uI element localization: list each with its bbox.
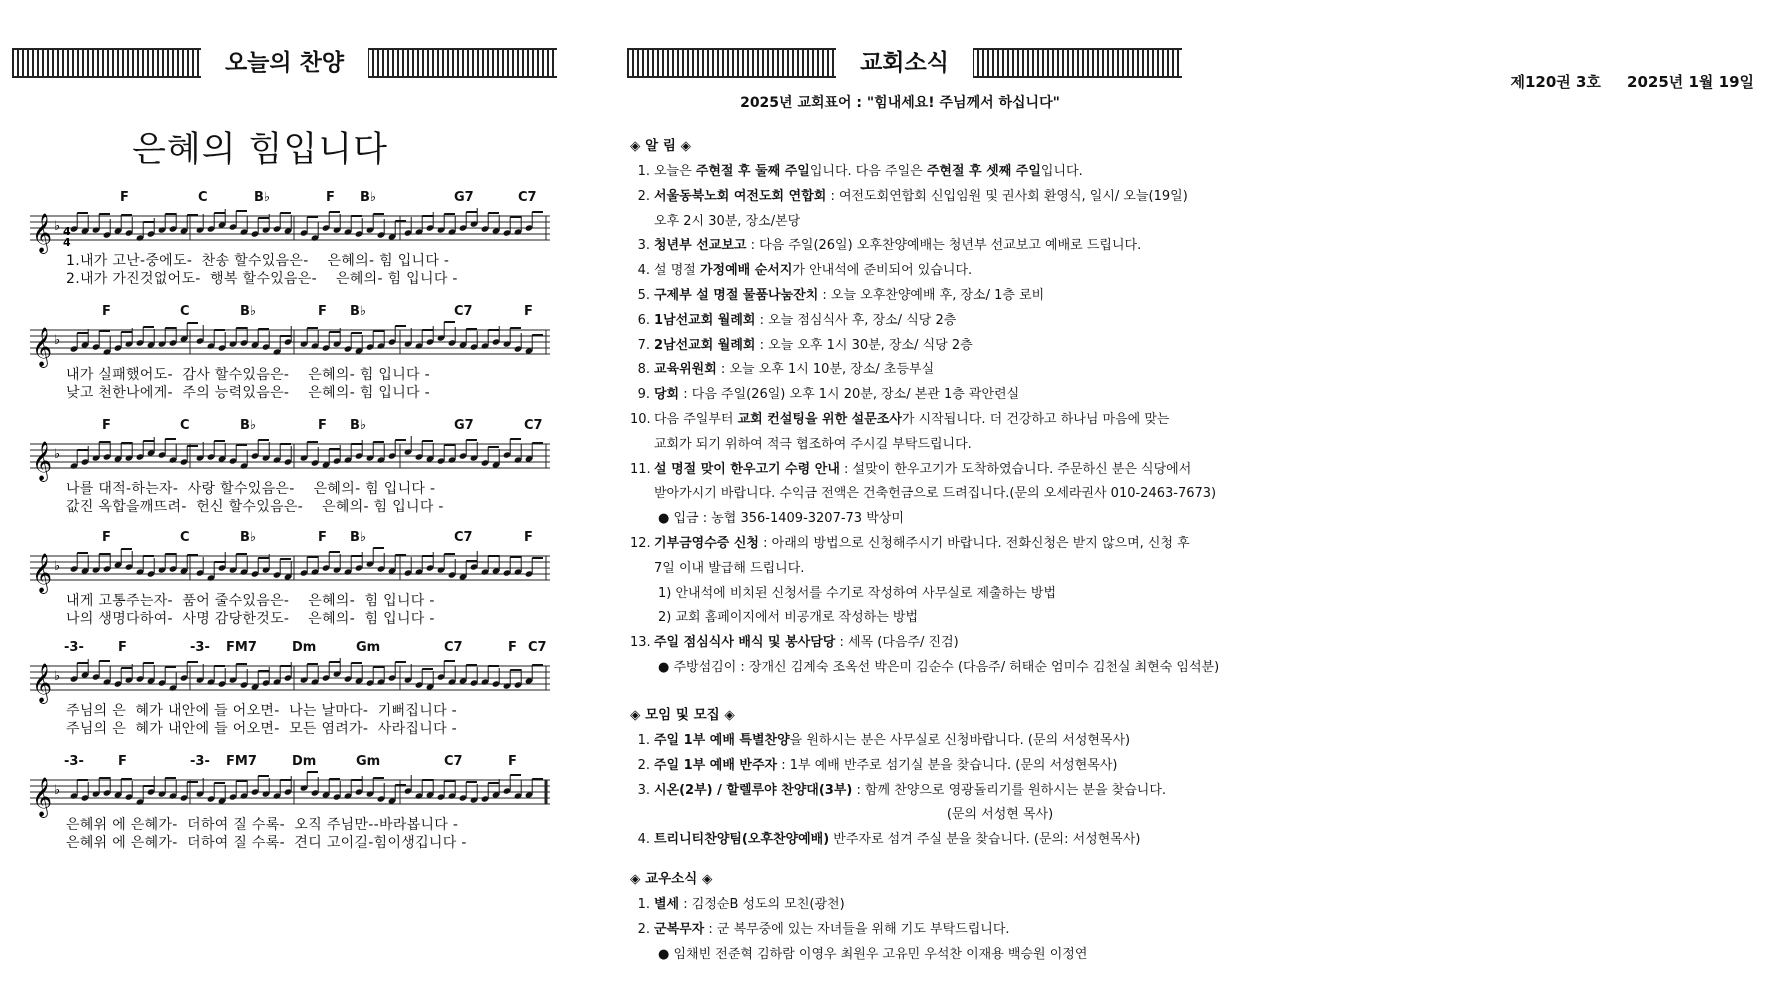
news-item: [630, 234, 1190, 259]
lyric-line: 주님의 은 혜가 내안에 들 어오면- 나는 날마다- 기뻐집니다 -: [66, 703, 458, 719]
item-number: 9.: [637, 387, 650, 403]
treble-clef-icon: 𝄞: [32, 663, 53, 703]
item-text: : 오늘 오후 1시 30분, 장소/ 식당 2층: [755, 337, 973, 353]
lyric-line: 은혜위 에 은혜가- 더하여 질 수록- 오직 주님만--바라봅니다 -: [66, 817, 459, 833]
item-keyword: 2남선교회 월례회: [654, 337, 756, 353]
item-number: 10.: [630, 411, 651, 427]
item-number: 5.: [637, 287, 650, 303]
time-signature: 4: [63, 225, 71, 238]
item-number: 1.: [637, 733, 650, 748]
chord-symbol: F: [524, 304, 533, 319]
item-continuation: 7일 이내 발급해 드립니다.: [654, 560, 805, 576]
chord-symbol: C7: [528, 640, 547, 655]
item-text: 입니다.: [1040, 164, 1083, 179]
item-subline: ● 임채빈 전준혁 김하람 이영우 최원우 고유민 우석찬 이재용 백승원 이정연: [658, 946, 1088, 962]
music-system: [30, 190, 550, 286]
item-keyword: 설 명절 맞이 한우고기 수령 안내: [654, 461, 840, 477]
key-flat-icon: ♭: [54, 669, 61, 684]
chord-symbol: C7: [454, 304, 473, 319]
item-keyword: 주일 점심식사 배식 및 봉사담당: [654, 635, 836, 651]
chord-symbol: C: [180, 304, 190, 319]
item-subline: ● 입금 : 농협 356-1409-3207-73 박상미: [658, 511, 904, 527]
chord-symbol: F: [118, 640, 127, 655]
announcements-section: [630, 134, 1220, 681]
item-keyword: 주일 1부 예배 반주자: [654, 757, 778, 773]
news-item: [630, 779, 1190, 804]
treble-clef-icon: 𝄞: [32, 777, 53, 817]
item-number: 7.: [637, 337, 650, 353]
news-item: [630, 532, 1190, 557]
treble-clef-icon: 𝄞: [32, 327, 53, 367]
item-text: : 오늘 점심식사 후, 장소/ 식당 2층: [755, 312, 957, 328]
item-text: : 군 복무중에 있는 자녀들을 위해 기도 부탁드립니다.: [704, 921, 1010, 937]
lyric-line: 낮고 천한나에게- 주의 능력있음은- 은혜의- 힘 입니다 -: [66, 385, 430, 401]
item-text: : 설맞이 한우고기가 도착하였습니다. 주문하신 분은 식당에서: [839, 461, 1192, 477]
chord-symbol: F: [524, 530, 533, 545]
item-number: 13.: [630, 635, 651, 651]
lyric-line: 나를 대적-하는자- 사랑 할수있음은- 은혜의- 힘 입니다 -: [66, 481, 436, 497]
chord-symbol: -3-: [190, 754, 210, 769]
music-system: [30, 530, 550, 626]
item-text: : 아래의 방법으로 신청해주시기 바랍니다. 전화신청은 받지 않으며, 신청 후: [759, 535, 1190, 551]
lyric-line: 은혜위 에 은혜가- 더하여 질 수록- 견디 고이길-힘이생깁니다 -: [66, 835, 467, 851]
item-keyword: 구제부 설 명절 물품나눔잔치: [654, 287, 819, 303]
chord-symbol: F: [102, 530, 111, 545]
news-item: [630, 754, 1190, 779]
chord-symbol: C7: [518, 190, 537, 205]
issue-volume: 제120권 3호: [1510, 73, 1601, 91]
key-flat-icon: ♭: [54, 447, 61, 462]
chord-symbol: B♭: [350, 304, 367, 319]
time-signature: 4: [63, 236, 71, 249]
lyric-line: 2.내가 가진것없어도- 행복 할수있음은- 은혜의- 힘 입니다 -: [66, 271, 458, 287]
issue-date: 2025년 1월 19일: [1627, 73, 1755, 91]
item-text: 오늘은: [654, 164, 696, 179]
item-text: : 다음 주일(26일) 오후찬양예배는 청년부 선교보고 예배로 드립니다.: [746, 238, 1142, 254]
lyric-line: 내게 고통주는자- 품어 줄수있음은- 은혜의- 힘 입니다 -: [66, 593, 435, 609]
lyric-line: 주님의 은 혜가 내안에 들 어오면- 모든 염려가- 사라집니다 -: [66, 721, 458, 737]
chord-symbol: Gm: [356, 640, 381, 655]
chord-symbol: FM7: [226, 640, 257, 655]
item-subline: ● 주방섬김이 : 장개신 김계숙 조옥선 박은미 김순수 (다음주/ 허태순 엄미수 김천실 최현숙 임석분): [658, 659, 1220, 675]
song-title: 은혜의 힘입니다: [132, 130, 388, 170]
members-list: [630, 893, 1190, 967]
chord-symbol: C7: [444, 640, 463, 655]
chord-symbol: F: [118, 754, 127, 769]
item-keyword: 교회 컨설팅을 위한 설문조사: [737, 411, 902, 427]
key-flat-icon: ♭: [54, 559, 61, 574]
item-keyword: 가정예배 순서지: [699, 263, 793, 279]
chord-symbol: -3-: [64, 754, 84, 769]
item-number: 2.: [637, 757, 650, 773]
item-text: : 오늘 오후찬양예배 후, 장소/ 1층 로비: [818, 287, 1045, 303]
chord-symbol: Dm: [292, 640, 317, 655]
item-keyword: 별세: [654, 897, 680, 912]
chord-symbol: F: [326, 190, 335, 205]
lyric-line: 나의 생명다하여- 사명 감당한것도- 은혜의- 힘 입니다 -: [66, 611, 435, 627]
item-number: 6.: [637, 312, 650, 328]
item-keyword: 주현절 후 둘째 주일: [695, 164, 810, 179]
item-number: 8.: [637, 362, 650, 378]
item-text: 다음 주일부터: [654, 411, 738, 427]
item-continuation: 받아가시기 바랍니다. 수익금 전액은 건축헌금으로 드려집니다.(문의 오세라권사 010-2463-7673): [654, 486, 1217, 502]
item-continuation: 교회가 되기 위하여 적극 협조하여 주시길 부탁드립니다.: [654, 436, 972, 452]
item-subline: 2) 교회 홈페이지에서 비공개로 작성하는 방법: [658, 610, 919, 626]
key-flat-icon: ♭: [54, 333, 61, 348]
chord-symbol: B♭: [240, 418, 257, 433]
chord-symbol: B♭: [350, 530, 367, 545]
chord-symbol: G7: [454, 190, 474, 205]
left-section-header: [12, 48, 557, 78]
item-number: 1.: [637, 897, 650, 912]
item-text: : 1부 예배 반주로 섬기실 분을 찾습니다. (문의 서성현목사): [777, 757, 1118, 773]
members-section: [630, 867, 1190, 967]
news-item: [630, 729, 1190, 754]
chord-symbol: F: [120, 190, 129, 205]
news-item: [630, 458, 1190, 483]
item-keyword: 청년부 선교보고: [654, 238, 747, 254]
music-system: [30, 418, 550, 514]
announcements-list: [630, 160, 1220, 681]
item-continuation: 오후 2시 30분, 장소/본당: [654, 213, 801, 229]
chord-symbol: F: [318, 304, 327, 319]
chord-symbol: B♭: [350, 418, 367, 433]
item-number: 3.: [637, 238, 650, 254]
news-item: [630, 334, 1190, 359]
item-keyword: 당회: [654, 387, 680, 403]
news-item: [630, 383, 1190, 408]
item-number: 4.: [637, 832, 650, 848]
news-item: [630, 284, 1190, 309]
news-item: [630, 160, 1190, 185]
treble-clef-icon: 𝄞: [32, 553, 53, 593]
item-number: 4.: [637, 263, 650, 279]
item-contact: (문의 서성현 목사): [946, 807, 1054, 823]
item-number: 2.: [637, 921, 650, 937]
left-header-title: 오늘의 찬양: [201, 48, 368, 78]
music-system: [30, 304, 550, 400]
news-item: [630, 893, 1190, 918]
item-keyword: 기부금영수증 신청: [654, 535, 759, 551]
chord-symbol: C: [180, 530, 190, 545]
music-system: [30, 640, 550, 736]
chord-symbol: F: [102, 418, 111, 433]
right-section-header: [627, 48, 1182, 78]
item-keyword: 트리니티찬양팀(오후찬양예배): [654, 832, 830, 848]
item-number: 11.: [630, 461, 651, 477]
chord-symbol: -3-: [190, 640, 210, 655]
item-keyword: 서울동북노회 여전도회 연합회: [654, 188, 827, 204]
item-text: 가 안내석에 준비되어 있습니다.: [792, 263, 973, 279]
news-item: [630, 828, 1190, 853]
recruit-list: [630, 729, 1190, 853]
item-text: : 함께 찬양으로 영광돌리기를 원하시는 분을 찾습니다.: [852, 782, 1167, 798]
issue-info: [1500, 53, 1754, 92]
item-text: 을 원하시는 분은 사무실로 신청바랍니다. (문의 서성현목사): [789, 733, 1131, 748]
members-title: ◈ 교우소식 ◈: [630, 871, 713, 887]
news-item: [630, 185, 1190, 210]
item-number: 3.: [637, 782, 650, 798]
item-text: 설 명절: [654, 263, 700, 279]
treble-clef-icon: 𝄞: [32, 441, 53, 481]
recruit-title: ◈ 모임 및 모집 ◈: [630, 707, 735, 723]
chord-symbol: B♭: [254, 190, 271, 205]
item-number: 12.: [630, 535, 651, 551]
key-flat-icon: ♭: [54, 219, 61, 234]
chord-symbol: F: [318, 418, 327, 433]
item-keyword: 주현절 후 셋째 주일: [926, 164, 1041, 179]
item-text: 반주자로 섬겨 주실 분을 찾습니다. (문의: 서성현목사): [829, 832, 1141, 848]
chord-symbol: C7: [524, 418, 543, 433]
news-item: [630, 309, 1190, 334]
item-number: 2.: [637, 188, 650, 204]
right-header-title: 교회소식: [836, 48, 973, 78]
chord-symbol: C: [198, 190, 208, 205]
chord-symbol: FM7: [226, 754, 257, 769]
chord-symbol: F: [102, 304, 111, 319]
item-text: : 오늘 오후 1시 10분, 장소/ 초등부실: [716, 362, 935, 378]
item-subline: 1) 안내석에 비치된 신청서를 수기로 작성하여 사무실로 제출하는 방법: [658, 585, 1057, 601]
announcements-title: ◈ 알 림 ◈: [630, 138, 691, 154]
news-item: [630, 918, 1190, 943]
item-text: : 다음 주일(26일) 오후 1시 20분, 장소/ 본관 1층 곽안련실: [679, 387, 1020, 403]
news-item: [630, 358, 1190, 383]
item-keyword: 시온(2부) / 할렐루야 찬양대(3부): [654, 782, 853, 798]
news-item: [630, 408, 1190, 433]
chord-symbol: B♭: [240, 304, 257, 319]
news-item: [630, 631, 1190, 656]
item-number: 1.: [637, 164, 650, 179]
chord-symbol: G7: [454, 418, 474, 433]
lyric-line: 값진 옥합을깨뜨려- 헌신 할수있음은- 은혜의- 힘 입니다 -: [66, 499, 444, 515]
treble-clef-icon: 𝄞: [32, 213, 53, 253]
item-keyword: 1남선교회 월례회: [654, 312, 756, 328]
chord-symbol: B♭: [360, 190, 377, 205]
item-keyword: 주일 1부 예배 특별찬양: [654, 733, 790, 748]
item-text: 가 시작됩니다. 더 건강하고 하나님 마음에 맞는: [901, 411, 1170, 427]
recruit-section: [630, 703, 1190, 853]
chord-symbol: F: [318, 530, 327, 545]
item-text: 입니다. 다음 주일은: [809, 164, 927, 179]
chord-symbol: B♭: [240, 530, 257, 545]
church-motto: 2025년 교회표어 : "힘내세요! 주님께서 하십니다": [740, 95, 1060, 111]
news-item: [630, 259, 1190, 284]
music-system: [30, 754, 550, 850]
item-text: : 여전도회연합회 신입임원 및 권사회 환영식, 일시/ 오늘(19일): [826, 188, 1188, 204]
chord-symbol: F: [508, 640, 517, 655]
chord-symbol: Gm: [356, 754, 381, 769]
chord-symbol: C: [180, 418, 190, 433]
chord-symbol: C7: [444, 754, 463, 769]
item-keyword: 교육위원회: [654, 362, 717, 378]
chord-symbol: Dm: [292, 754, 317, 769]
item-text: : 김정순B 성도의 모친(광천): [679, 897, 845, 912]
chord-symbol: C7: [454, 530, 473, 545]
lyric-line: 1.내가 고난-중에도- 찬송 할수있음은- 은혜의- 힘 입니다 -: [66, 253, 450, 269]
key-flat-icon: ♭: [54, 783, 61, 798]
lyric-line: 내가 실패했어도- 감사 할수있음은- 은혜의- 힘 입니다 -: [66, 367, 430, 383]
item-text: : 세목 (다음주/ 진검): [835, 635, 959, 651]
item-keyword: 군복무자: [654, 921, 705, 937]
chord-symbol: -3-: [64, 640, 84, 655]
chord-symbol: F: [508, 754, 517, 769]
